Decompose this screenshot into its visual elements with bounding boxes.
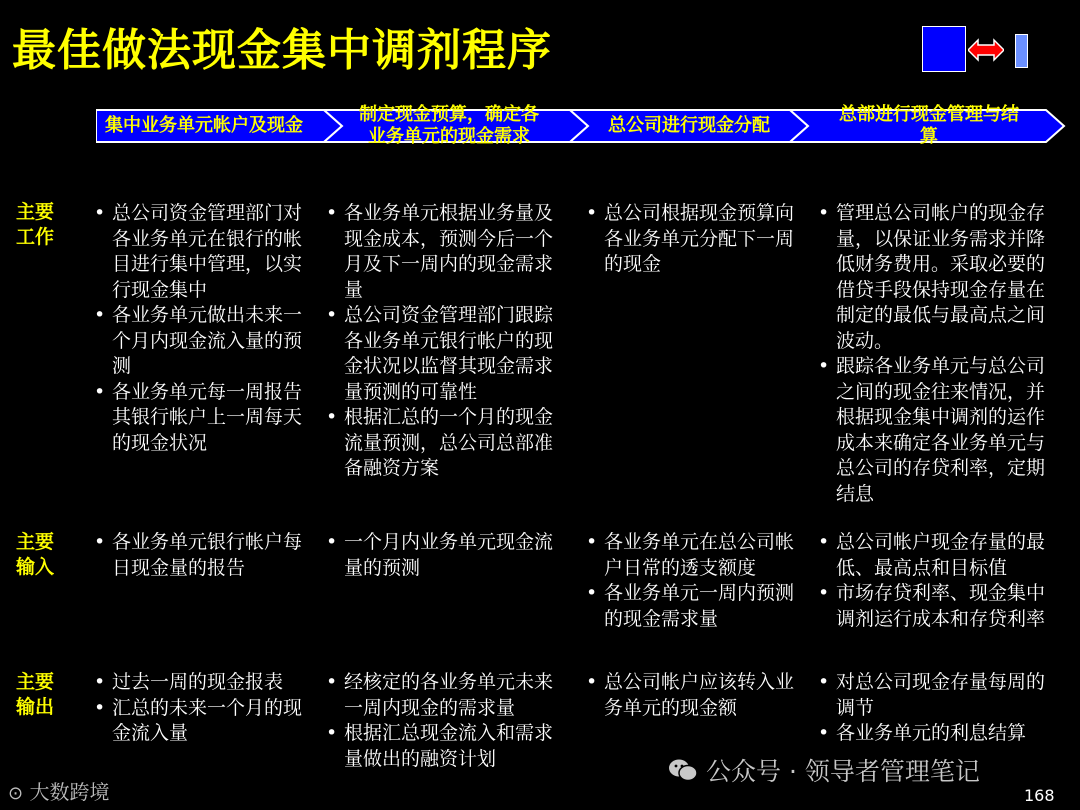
cell-work-col4 <box>816 201 1056 507</box>
step-label-1: 集中业务单元帐户及现金 <box>105 115 303 136</box>
list-item: • 各业务单元一周内预测的现金需求量 <box>584 581 806 632</box>
row-label-main-work: 主要工作 <box>16 201 55 248</box>
wechat-icon <box>668 757 698 783</box>
process-chevron-bar <box>96 88 1066 164</box>
list-item: • 过去一周的现金报表 <box>92 670 314 696</box>
cell-input-col3 <box>584 530 806 632</box>
row-label-main-input: 主要输入 <box>16 531 55 578</box>
step-label-3: 总公司进行现金分配 <box>608 115 770 136</box>
list-item: • 总公司帐户现金存量的最低、最高点和目标值 <box>816 530 1056 581</box>
decorative-blue-bar <box>1015 34 1028 68</box>
cell-input-col2 <box>324 530 564 581</box>
list-item: • 汇总的未来一个月的现金流入量 <box>92 696 314 747</box>
list-item: • 各业务单元做出未来一个月内现金流入量的预测 <box>92 303 314 380</box>
list-item: • 根据汇总的一个月的现金流量预测，总公司总部准备融资方案 <box>324 405 564 482</box>
list-item: • 各业务单元银行帐户每日现金量的报告 <box>92 530 314 581</box>
list-item: • 总公司帐户应该转入业务单元的现金额 <box>584 670 806 721</box>
watermark-logo-icon: ⊙ <box>8 783 24 804</box>
list-item: • 市场存贷利率、现金集中调剂运行成本和存贷利率 <box>816 581 1056 632</box>
cell-input-col1 <box>92 530 314 581</box>
list-item: • 管理总公司帐户的现金存量，以保证业务需求并降低财务费用。采取必要的借贷手段保持现金存量在制定的最低与最高点之间波动。 <box>816 201 1056 354</box>
step-label-2: 制定现金预算，确定各业务单元的现金需求 <box>359 104 539 147</box>
page-title: 最佳做法现金集中调剂程序 <box>12 25 552 76</box>
step-label-4: 总部进行现金管理与结算 <box>839 104 1019 147</box>
list-item: • 总公司资金管理部门跟踪各业务单元银行帐户的现金状况以监督其现金需求量预测的可靠性 <box>324 303 564 405</box>
watermark-left-text: 大数跨境 <box>29 780 110 804</box>
list-item: • 各业务单元的利息结算 <box>816 721 1056 747</box>
cell-input-col4 <box>816 530 1056 632</box>
list-item: • 对总公司现金存量每周的调节 <box>816 670 1056 721</box>
page-number: 168 <box>1024 786 1055 805</box>
list-item: • 根据汇总现金流入和需求量做出的融资计划 <box>324 721 564 772</box>
list-item: • 各业务单元在总公司帐户日常的透支额度 <box>584 530 806 581</box>
list-item: • 各业务单元每一周报告其银行帐户上一周每天的现金状况 <box>92 380 314 457</box>
list-item: • 总公司资金管理部门对各业务单元在银行的帐目进行集中管理，以实行现金集中 <box>92 201 314 303</box>
cell-work-col1 <box>92 201 314 456</box>
list-item: • 经核定的各业务单元未来一周内现金的需求量 <box>324 670 564 721</box>
double-arrow-icon <box>968 38 1004 62</box>
cell-work-col2 <box>324 201 564 482</box>
watermark-left <box>8 776 109 805</box>
cell-output-col4 <box>816 670 1056 747</box>
watermark-right-text: 公众号 · 领导者管理笔记 <box>706 757 980 786</box>
decorative-blue-square <box>922 26 966 72</box>
cell-output-col1 <box>92 670 314 747</box>
row-label-main-output: 主要输出 <box>16 671 55 718</box>
cell-output-col2 <box>324 670 564 772</box>
list-item: • 一个月内业务单元现金流量的预测 <box>324 530 564 581</box>
watermark-right <box>668 752 980 788</box>
cell-work-col3 <box>584 201 806 278</box>
list-item: • 总公司根据现金预算向各业务单元分配下一周的现金 <box>584 201 806 278</box>
list-item: • 各业务单元根据业务量及现金成本，预测今后一个月及下一周内的现金需求量 <box>324 201 564 303</box>
cell-output-col3 <box>584 670 806 721</box>
list-item: • 跟踪各业务单元与总公司之间的现金往来情况，并根据现金集中调剂的运作成本来确定各业务单元与总公司的存贷利率，定期结息 <box>816 354 1056 507</box>
